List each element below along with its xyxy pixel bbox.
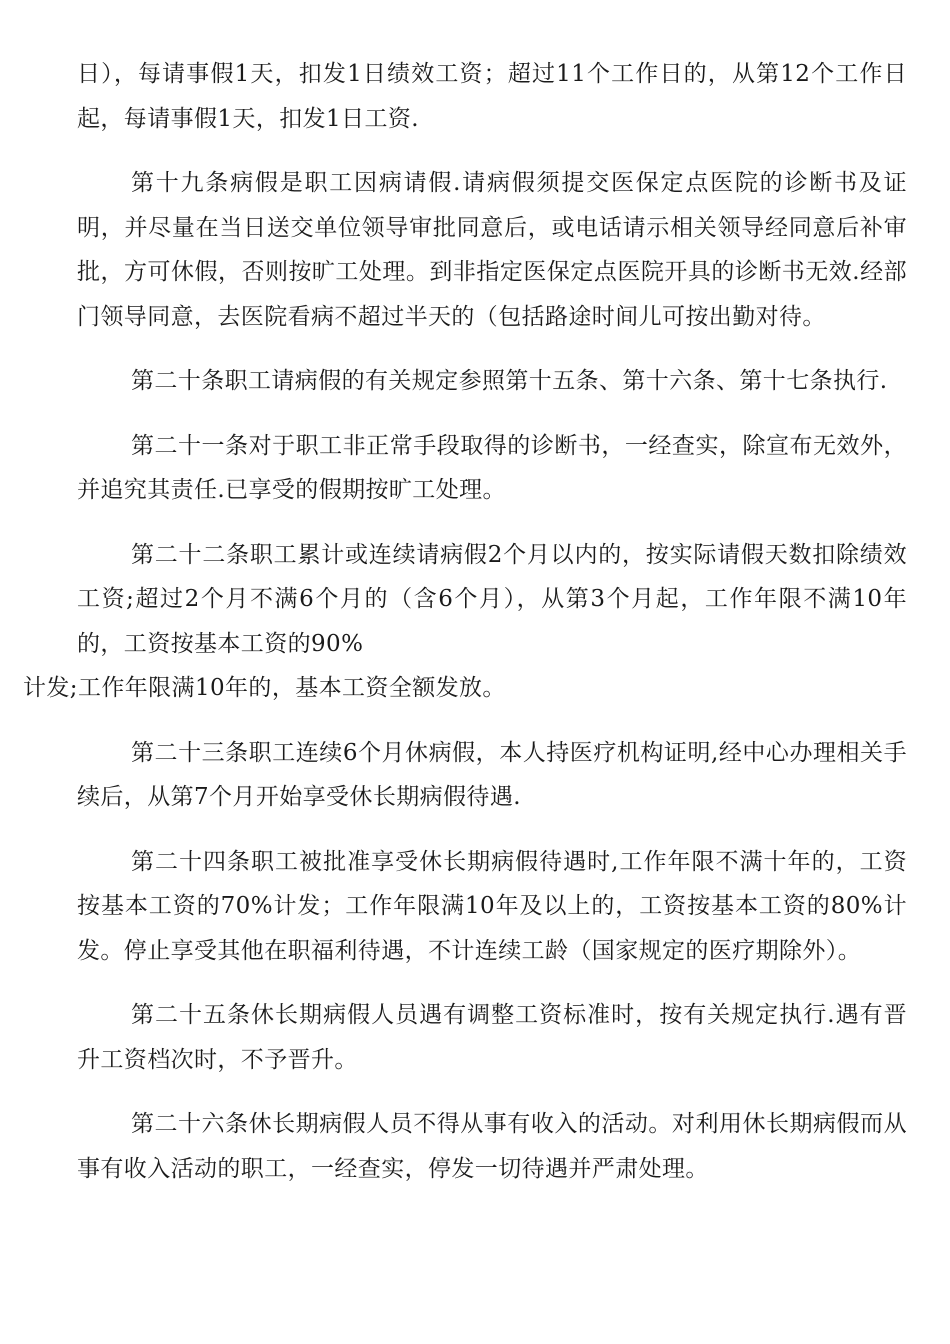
article-19: 第十九条病假是职工因病请假.请病假须提交医保定点医院的诊断书及证明，并尽量在当日送交单位领导审批同意后，或电话请示相关领导经同意后补审批，方可休假，否则按旷工处理。到非指定医保定点医院开具的诊断书无效.经部门领导同意，去医院看病不超过半天的（包括路途时间儿可按出勤对待。 <box>77 170 907 330</box>
article-26: 第二十六条休长期病假人员不得从事有收入的活动。对利用休长期病假而从事有收入活动的职工，一经查实，停发一切待遇并严肃处理。 <box>77 1111 907 1182</box>
article-22-part-2: 计发;工作年限满10年的，基本工资全额发放。 <box>23 675 506 701</box>
article-25: 第二十五条休长期病假人员遇有调整工资标准时，按有关规定执行.遇有晋升工资档次时，不予晋升。 <box>77 1002 907 1073</box>
document-body <box>23 52 907 1211</box>
continued-paragraph: 日），每请事假1天，扣发1日绩效工资；超过11个工作日的，从第12个工作日起，每请事假1天，扣发1日工资. <box>77 61 907 132</box>
article-24: 第二十四条职工被批准享受休长期病假待遇时,工作年限不满十年的，工资按基本工资的70%计发；工作年限满10年及以上的，工资按基本工资的80%计发。停止享受其他在职福利待遇，不计连续工龄（国家规定的医疗期除外）。 <box>77 848 907 964</box>
article-20: 第二十条职工请病假的有关规定参照第十五条、第十六条、第十七条执行. <box>131 368 888 394</box>
article-23: 第二十三条职工连续6个月休病假，本人持医疗机构证明,经中心办理相关手续后，从第7个月开始享受休长期病假待遇. <box>77 739 907 810</box>
article-21: 第二十一条对于职工非正常手段取得的诊断书，一经查实，除宣布无效外，并追究其责任.已享受的假期按旷工处理。 <box>77 432 907 503</box>
article-22 <box>23 533 907 711</box>
article-22-part-1: 第二十二条职工累计或连续请病假2个月以内的，按实际请假天数扣除绩效工资;超过2个月不满6个月的（含6个月），从第3个月起，工作年限不满10年的，工资按基本工资的90% <box>77 541 907 657</box>
